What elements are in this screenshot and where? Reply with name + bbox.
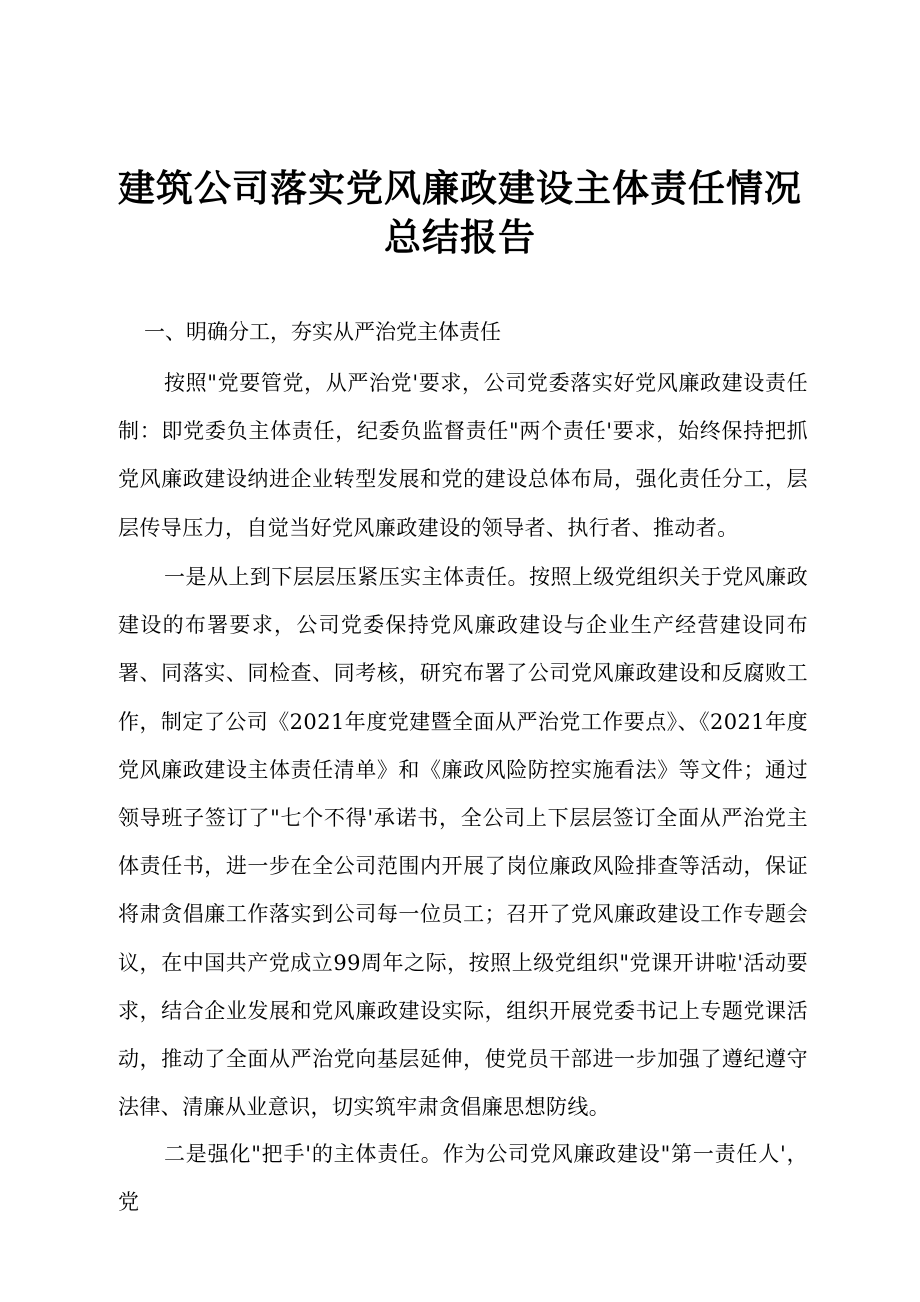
paragraph-1: 按照"党要管党，从严治党'要求，公司党委落实好党风廉政建设责任制：即党委负主体责任，纪委负监督责任"两个责任'要求，始终保持把抓党风廉政建设纳进企业转型发展和党的建设总体布局，强化责任分工，层层传导压力，自觉当好党风廉政建设的领导者、执行者、推动者。: [118, 371, 808, 540]
section-heading: 一、明确分工，夯实从严治党主体责任: [144, 320, 501, 344]
document-title-line-1: 建筑公司落实党风廉政建设主体责任情况: [118, 166, 802, 210]
paragraph-3: 二是强化"把手'的主体责任。作为公司党风廉政建设"第一责任人'，党: [118, 1142, 808, 1215]
document-title-line-2: 总结报告: [384, 215, 536, 259]
paragraph-2: 一是从上到下层层压紧压实主体责任。按照上级党组织关于党风廉政建设的布署要求，公司党委保持党风廉政建设与企业生产经营建设同布署、同落实、同检查、同考核，研究布署了公司党风廉政建设和反腐败工作，制定了公司《2021年度党建暨全面从严治党工作要点》、《2021年度党风廉政建设主体责任清单》和《廉政风险防控实施看法》等文件；通过领导班子签订了"七个不得'承诺书，全公司上下层层签订全面从严治党主体责任书，进一步在全公司范围内开展了岗位廉政风险排查等活动，保证将肃贪倡廉工作落实到公司每一位员工；召开了党风廉政建设工作专题会议，在中国共产党成立99周年之际，按照上级党组织"党课开讲啦'活动要求，结合企业发展和党风廉政建设实际，组织开展党委书记上专题党课活动，推动了全面从严治党向基层延伸，使党员干部进一步加强了遵纪遵守法律、清廉从业意识，切实筑牢肃贪倡廉思想防线。: [118, 565, 808, 1120]
